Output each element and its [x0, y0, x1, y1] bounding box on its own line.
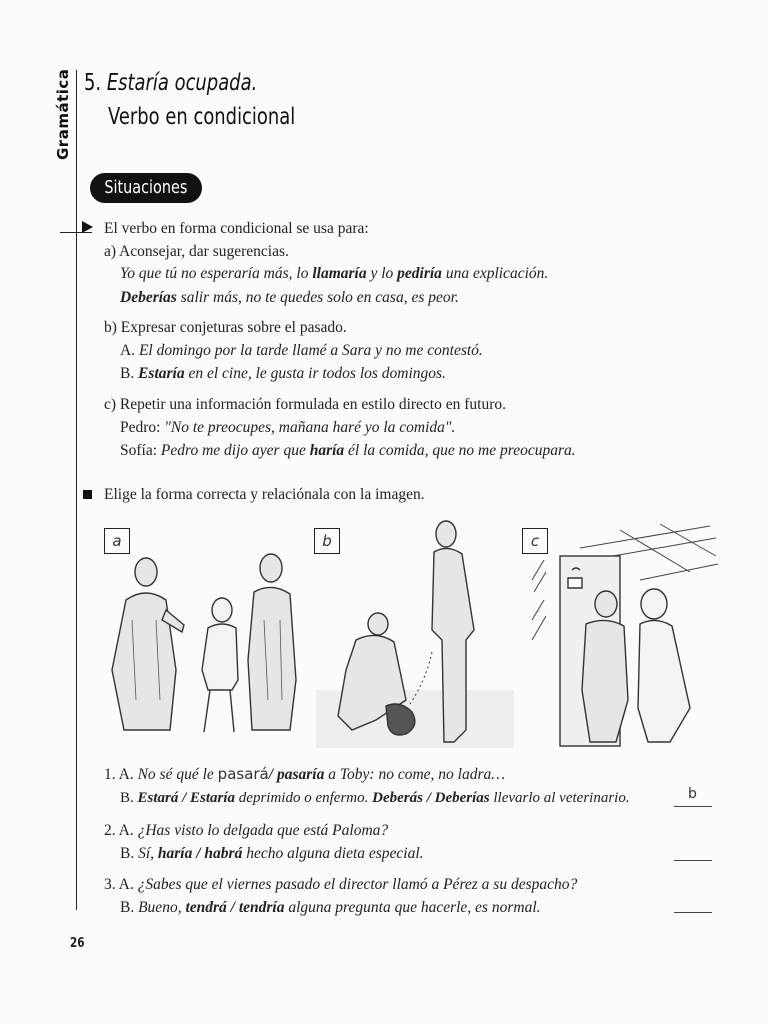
page-number: 26	[70, 936, 85, 951]
use-a-example-1: Yo que tú no esperaría más, lo llamaría y lo pediría una explicación.	[120, 265, 549, 282]
section-badge: Situaciones	[90, 173, 202, 203]
item-1-answer[interactable]: b	[688, 786, 697, 802]
lesson-title-text: Estaría ocupada.	[106, 70, 258, 96]
lesson-subtitle: Verbo en condicional	[108, 104, 296, 130]
image-label-b: b	[314, 528, 340, 554]
item-1-line-b: B. Estará / Estaría deprimido o enfermo. Deberás / Deberías llevarlo al veterinario.	[120, 790, 630, 806]
exercise-instruction: Elige la forma correcta y relaciónala con la imagen.	[104, 486, 425, 503]
illustration-c-people-at-bar	[520, 520, 720, 750]
use-c-example-1: Pedro: "No te preocupes, mañana haré yo la comida".	[120, 419, 456, 436]
item-1-line-a: 1. A. No sé qué le pasará/ pasaría a Toby: no come, no ladra…	[104, 765, 506, 783]
use-b-example-1: A. El domingo por la tarde llamé a Sara y no me contestó.	[120, 342, 483, 359]
use-c-example-2: Sofía: Pedro me dijo ayer que haría él la comida, que no me preocupara.	[120, 442, 576, 459]
item-2-line-a: 2. A. ¿Has visto lo delgada que está Paloma?	[104, 822, 389, 839]
image-label-c: c	[522, 528, 548, 554]
use-a-heading: a) Aconsejar, dar sugerencias.	[104, 243, 289, 260]
illustration-b-man-with-dog	[316, 520, 514, 750]
arrow-bullet-icon	[82, 221, 93, 233]
sidebar-label: Gramática	[54, 68, 72, 160]
square-bullet-icon	[83, 490, 92, 499]
lesson-title	[84, 70, 257, 96]
margin-rule	[76, 70, 77, 910]
item-1-answer-line[interactable]	[674, 806, 712, 807]
intro-text: El verbo en forma condicional se usa para:	[104, 220, 369, 237]
image-label-a: a	[104, 528, 130, 554]
handwritten-answer: pasará	[217, 765, 269, 783]
lesson-number: 5.	[84, 70, 102, 96]
illustration-a-people-talking	[104, 520, 304, 742]
use-b-heading: b) Expresar conjeturas sobre el pasado.	[104, 319, 347, 336]
item-3-line-b: B. Bueno, tendrá / tendría alguna pregunta que hacerle, es normal.	[120, 899, 541, 916]
use-a-example-2: Deberías salir más, no te quedes solo en casa, es peor.	[120, 289, 459, 306]
use-c-heading: c) Repetir una información formulada en estilo directo en futuro.	[104, 396, 506, 413]
item-2-answer-line[interactable]	[674, 860, 712, 861]
item-2-line-b: B. Sí, haría / habrá hecho alguna dieta especial.	[120, 845, 424, 862]
use-b-example-2: B. Estaría en el cine, le gusta ir todos los domingos.	[120, 365, 446, 382]
item-3-line-a: 3. A. ¿Sabes que el viernes pasado el director llamó a Pérez a su despacho?	[104, 876, 578, 893]
item-3-answer-line[interactable]	[674, 912, 712, 913]
